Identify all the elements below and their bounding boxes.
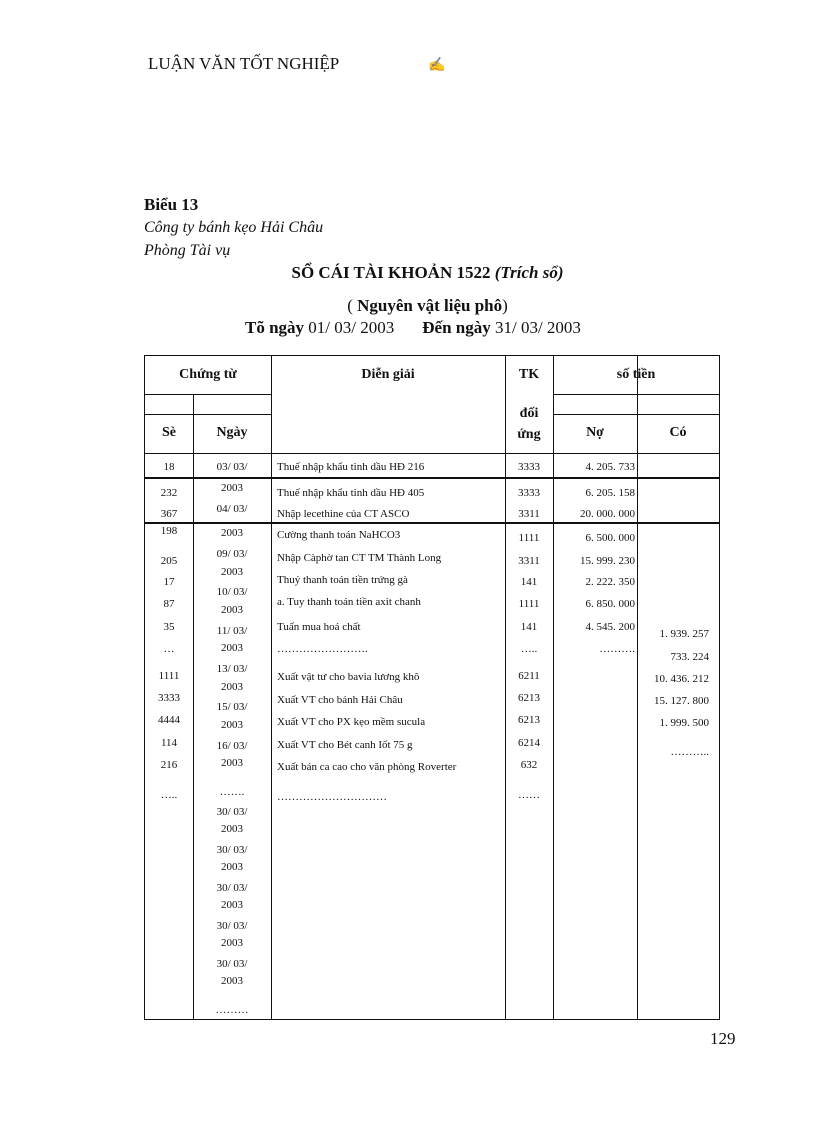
tk-cell: 1111 (518, 598, 540, 610)
date-cell: 2003 (221, 899, 243, 911)
date-cell: 30/ 03/ (216, 920, 248, 932)
debit-cell: 6. 205. 158 (585, 487, 635, 499)
credit-cell: 1. 999. 500 (659, 717, 709, 729)
se-cell: 4444 (158, 714, 180, 726)
date-cell: ……… (215, 1004, 249, 1016)
se-cell: 367 (160, 508, 178, 520)
date-cell: 16/ 03/ (216, 740, 248, 752)
description-cell: Thuế nhập khẩu tinh dầu HĐ 216 (277, 461, 425, 473)
subtitle-open: ( (347, 296, 358, 315)
credit-cell: 10. 436. 212 (654, 673, 709, 685)
credit-cell: 1. 939. 257 (659, 628, 709, 640)
date-cell: 11/ 03/ (216, 625, 248, 637)
document-header-title: LUẬN VĂN TỐT NGHIỆP (148, 54, 340, 73)
description-cell: Nhập lecethine của CT ASCO (277, 508, 410, 520)
date-cell: 10/ 03/ (216, 586, 248, 598)
subtitle-text: Nguyên vật liệu phô (357, 296, 503, 315)
header-credit: Có (669, 425, 687, 440)
description-cell: Xuất VT cho Bét canh Iốt 75 g (277, 739, 413, 751)
subtitle-close: ) (502, 296, 508, 315)
description-cell: Thuỷ thanh toán tiền trứng gà (277, 574, 408, 586)
date-cell: 2003 (221, 975, 243, 987)
tk-cell: 3333 (518, 461, 540, 473)
date-cell: 2003 (221, 566, 243, 578)
date-cell: 2003 (221, 604, 243, 616)
header-amount: số tiền (616, 367, 656, 382)
grid-line (145, 414, 271, 415)
grid-line (553, 356, 554, 1019)
debit-cell: 15. 999. 230 (580, 555, 635, 567)
date-cell: 2003 (221, 527, 243, 539)
debit-cell: 4. 205. 733 (585, 461, 635, 473)
header-se: Sè (162, 425, 176, 440)
date-cell: 30/ 03/ (216, 844, 248, 856)
description-cell: ……………………. (277, 643, 368, 655)
department-name: Phòng Tài vụ (144, 242, 231, 259)
header-description: Diễn giải (361, 367, 415, 382)
debit-cell: 20. 000. 000 (580, 508, 635, 520)
se-cell: 18 (163, 461, 175, 473)
exhibit-label: Biểu 13 (144, 195, 199, 214)
to-label: Đến ngày (422, 318, 491, 337)
date-cell: 2003 (221, 937, 243, 949)
se-cell: 216 (160, 759, 178, 771)
credit-cell: 733. 224 (670, 651, 709, 663)
grid-line (145, 394, 271, 395)
tk-cell: 6214 (518, 737, 540, 749)
description-cell: Xuất vật tư cho bavia lương khô (277, 671, 420, 683)
date-cell: 2003 (221, 861, 243, 873)
date-cell: 15/ 03/ (216, 701, 248, 713)
description-cell: Tuấn mua hoá chất (277, 621, 361, 633)
date-cell: 30/ 03/ (216, 882, 248, 894)
date-cell: 03/ 03/ (216, 461, 248, 473)
se-cell: … (163, 643, 175, 655)
date-cell: 2003 (221, 719, 243, 731)
header-voucher: Chứng từ (179, 367, 237, 382)
grid-line (553, 394, 719, 395)
grid-line (145, 477, 719, 479)
se-cell: 198 (160, 525, 178, 537)
page-number: 129 (710, 1029, 736, 1048)
tk-cell: 3333 (518, 487, 540, 499)
description-cell: Nhập Càphờ tan CT TM Thành Long (277, 552, 442, 564)
se-cell: 17 (163, 576, 175, 588)
date-range (245, 318, 581, 338)
ledger-title-note: (Trích sổ) (494, 263, 564, 282)
tk-cell: 141 (520, 576, 538, 588)
se-cell: 205 (160, 555, 178, 567)
tk-cell: 3311 (518, 555, 540, 567)
header-debit: Nợ (586, 425, 604, 440)
debit-cell: 6. 500. 000 (585, 532, 635, 544)
se-cell: 3333 (158, 692, 180, 704)
date-cell: ……. (219, 786, 245, 798)
date-cell: 2003 (221, 681, 243, 693)
description-cell: Thuế nhập khẩu tinh dầu HĐ 405 (277, 487, 425, 499)
ledger-table (144, 355, 720, 1020)
date-cell: 30/ 03/ (216, 806, 248, 818)
credit-cell: ……….. (670, 746, 709, 758)
tk-cell: 3311 (518, 508, 540, 520)
ledger-title-main: SỔ CÁI TÀI KHOẢN 1522 (291, 263, 495, 282)
date-cell: 04/ 03/ (216, 503, 248, 515)
se-cell: 87 (163, 598, 175, 610)
tk-cell: 6211 (518, 670, 540, 682)
to-value: 31/ 03/ 2003 (490, 318, 581, 337)
header-date: Ngày (216, 425, 248, 440)
tk-cell: 6213 (518, 692, 540, 704)
description-cell: Xuất bán ca cao cho văn phòng Roverter (277, 761, 457, 773)
se-cell: 114 (160, 737, 178, 749)
debit-cell: 4. 545. 200 (585, 621, 635, 633)
grid-line (145, 522, 719, 524)
debit-cell: 6. 850. 000 (585, 598, 635, 610)
header-tk: TK (518, 367, 540, 382)
date-cell: 2003 (221, 482, 243, 494)
debit-cell: 2. 222. 350 (585, 576, 635, 588)
date-cell: 2003 (221, 642, 243, 654)
date-cell: 2003 (221, 823, 243, 835)
grid-line (145, 453, 719, 454)
tk-cell: …… (518, 789, 540, 801)
tk-cell: 1111 (518, 532, 540, 544)
description-cell: Cường thanh toán NaHCO3 (277, 529, 401, 541)
header-counter-2: ứng (517, 427, 541, 442)
description-cell: a. Tuy thanh toán tiền axit chanh (277, 596, 421, 608)
tk-cell: 141 (520, 621, 538, 633)
description-cell: Xuất VT cho bánh Hải Châu (277, 694, 403, 706)
grid-line (553, 414, 719, 415)
se-cell: ….. (160, 789, 178, 801)
from-value: 01/ 03/ 2003 (304, 318, 395, 337)
header-counter-1: đối (519, 406, 539, 421)
tk-cell: 632 (520, 759, 538, 771)
ledger-title (0, 263, 816, 283)
from-label: Tõ ngày (245, 318, 305, 337)
description-cell: Xuất VT cho PX kẹo mềm sucula (277, 716, 426, 728)
grid-line (637, 356, 638, 1019)
pen-hand-icon: ✍ (428, 58, 446, 73)
se-cell: 1111 (158, 670, 180, 682)
tk-cell: 6213 (518, 714, 540, 726)
tk-cell: ….. (520, 643, 538, 655)
credit-cell: 15. 127. 800 (654, 695, 709, 707)
grid-line (271, 356, 272, 1019)
debit-cell: ………. (599, 643, 635, 655)
date-cell: 09/ 03/ (216, 548, 248, 560)
ledger-subtitle (0, 296, 816, 316)
grid-line (505, 356, 506, 1019)
se-cell: 232 (160, 487, 178, 499)
date-cell: 2003 (221, 757, 243, 769)
date-cell: 13/ 03/ (216, 663, 248, 675)
se-cell: 35 (163, 621, 175, 633)
date-cell: 30/ 03/ (216, 958, 248, 970)
company-name: Công ty bánh kẹo Hải Châu (144, 219, 324, 236)
description-cell: ………………………… (277, 791, 387, 803)
